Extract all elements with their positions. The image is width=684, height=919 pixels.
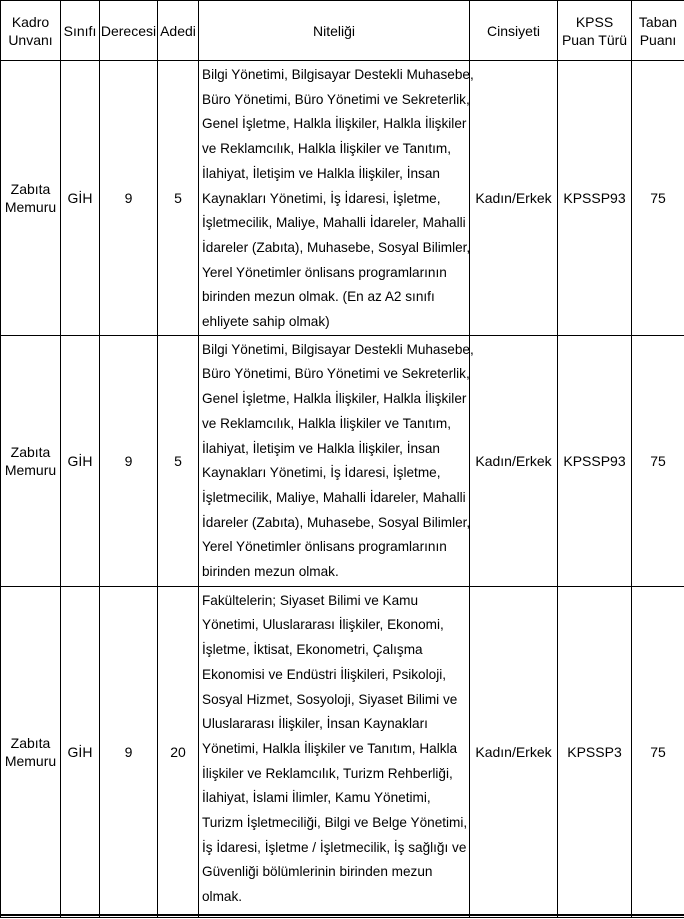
niteligi-line: İdareler (Zabıta), Muhasebe, Sosyal Bilimler, — [202, 239, 471, 255]
cell-derecesi: 9 — [100, 61, 158, 336]
niteligi-line: Ekonomisi ve Endüstri İlişkileri, Psikoloji, — [202, 666, 447, 682]
cell-niteligi — [199, 335, 474, 586]
niteligi-line: birinden mezun olmak. — [202, 564, 339, 580]
cell-taban-puani: 75 — [632, 61, 684, 336]
cell-kpss-puan-turu: KPSSP3 — [558, 586, 632, 917]
bottom-rule — [0, 914, 684, 916]
cell-kadro-unvani: Zabıta Memuru — [1, 586, 61, 917]
niteligi-line: Kaynakları Yönetimi, İş İdaresi, İşletme, — [202, 465, 441, 481]
table-row — [1, 586, 684, 917]
niteligi-line: birinden mezun olmak. (En az A2 sınıfı — [202, 289, 435, 305]
niteligi-line: Bilgi Yönetimi, Bilgisayar Destekli Muhasebe, — [202, 67, 474, 82]
cell-kpss-puan-turu: KPSSP93 — [558, 335, 632, 586]
niteligi-line: olmak. — [202, 889, 243, 905]
niteligi-line: Yönetimi, Uluslararası İlişkiler, Ekonomi, — [202, 617, 444, 633]
cell-adedi: 20 — [158, 586, 199, 917]
niteligi-line: İşletme, İktisat, Ekonometri, Çalışma — [202, 642, 423, 658]
cell-kpss-puan-turu: KPSSP93 — [558, 61, 632, 336]
niteligi-line: Bilgi Yönetimi, Bilgisayar Destekli Muhasebe, — [202, 341, 474, 357]
niteligi-line: Büro Yönetimi, Büro Yönetimi ve Sekreterlik, — [202, 91, 470, 107]
niteligi-line: Turizm İşletmeciliği, Bilgi ve Belge Yönetimi, — [202, 815, 468, 831]
cell-sinifi: GİH — [61, 335, 100, 586]
cell-adedi: 5 — [158, 335, 199, 586]
niteligi-line: ehliyete sahip olmak) — [202, 314, 330, 330]
header-adedi: Adedi — [158, 1, 199, 61]
cell-niteligi — [199, 61, 474, 336]
cell-kadro-unvani: Zabıta Memuru — [1, 61, 61, 336]
cell-kadro-unvani: Zabıta Memuru — [1, 335, 61, 586]
niteligi-line: ve Reklamcılık, Halkla İlişkiler ve Tanıtım, — [202, 415, 452, 431]
niteligi-line: İşletmecilik, Maliye, Mahalli İdareler, Mahalli — [202, 489, 466, 505]
cell-niteligi — [199, 586, 470, 917]
cell-cinsiyeti: Kadın/Erkek — [470, 61, 558, 336]
niteligi-line: Fakültelerin; Siyaset Bilimi ve Kamu — [202, 592, 419, 608]
table-row — [1, 335, 684, 586]
niteligi-line: Genel İşletme, Halkla İlişkiler, Halkla İlişkiler — [202, 116, 467, 132]
niteligi-line: İdareler (Zabıta), Muhasebe, Sosyal Bilimler, — [202, 514, 471, 530]
niteligi-line: Yerel Yönetimler önlisans programlarının — [202, 539, 447, 555]
cell-sinifi: GİH — [61, 586, 100, 917]
niteligi-line: ve Reklamcılık, Halkla İlişkiler ve Tanıtım, — [202, 141, 452, 157]
niteligi-line: Yönetimi, Halkla İlişkiler ve Tanıtım, Halkla — [202, 740, 458, 756]
niteligi-line: İşletmecilik, Maliye, Mahalli İdareler, Mahalli — [202, 215, 466, 231]
niteligi-line: Genel İşletme, Halkla İlişkiler, Halkla İlişkiler — [202, 391, 467, 407]
header-cinsiyeti: Cinsiyeti — [470, 1, 558, 61]
cell-cinsiyeti: Kadın/Erkek — [470, 335, 558, 586]
cell-derecesi: 9 — [100, 335, 158, 586]
cell-derecesi: 9 — [100, 586, 158, 917]
niteligi-line: Güvenliği bölümlerinin birinden mezun — [202, 864, 433, 880]
header-kpss-puan-turu: KPSS Puan Türü — [558, 1, 632, 61]
header-row — [1, 1, 684, 61]
niteligi-line: İş İdaresi, İşletme / İşletmecilik, İş sağlığı ve — [202, 839, 467, 855]
niteligi-line: İlahiyat, İletişim ve Halkla İlişkiler, İnsan — [202, 165, 440, 181]
cell-sinifi: GİH — [61, 61, 100, 336]
cell-cinsiyeti: Kadın/Erkek — [470, 586, 558, 917]
cell-taban-puani: 75 — [632, 335, 684, 586]
header-derecesi: Derecesi — [100, 1, 158, 61]
niteligi-line: İlişkiler ve Reklamcılık, Turizm Rehberliği, — [202, 765, 453, 781]
niteligi-line: Kaynakları Yönetimi, İş İdaresi, İşletme, — [202, 190, 441, 206]
niteligi-line: İlahiyat, İletişim ve Halkla İlişkiler, İnsan — [202, 440, 440, 456]
cell-taban-puani: 75 — [632, 586, 684, 917]
cell-adedi: 5 — [158, 61, 199, 336]
niteligi-line: Yerel Yönetimler önlisans programlarının — [202, 264, 447, 280]
table-row — [1, 61, 684, 336]
header-kadro-unvani: Kadro Unvanı — [1, 1, 61, 61]
header-taban-puani: Taban Puanı — [632, 1, 684, 61]
niteligi-line: İlahiyat, İslami İlimler, Kamu Yönetimi, — [202, 790, 431, 806]
niteligi-line: Büro Yönetimi, Büro Yönetimi ve Sekreterlik, — [202, 366, 470, 382]
header-sinifi: Sınıfı — [61, 1, 100, 61]
niteligi-line: Uluslararası İlişkiler, İnsan Kaynakları — [202, 716, 428, 732]
niteligi-line: Sosyal Hizmet, Sosyoloji, Siyaset Bilimi ve — [202, 691, 458, 707]
header-niteligi: Niteliği — [199, 1, 470, 61]
